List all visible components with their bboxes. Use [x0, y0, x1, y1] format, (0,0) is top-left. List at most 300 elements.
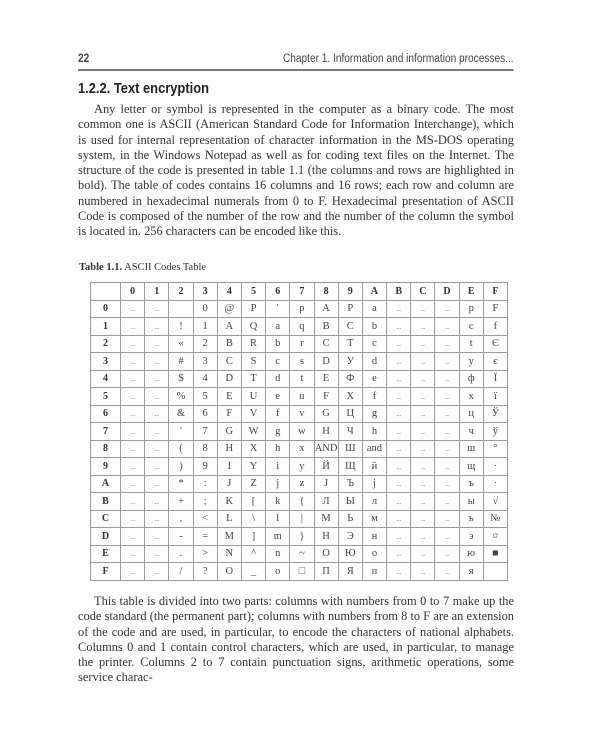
code-cell: u	[290, 388, 314, 406]
code-cell: Щ	[338, 458, 362, 476]
code-cell: «	[169, 335, 193, 353]
code-cell: '	[266, 300, 290, 318]
code-cell: F	[483, 300, 507, 318]
code-cell: !	[169, 318, 193, 336]
row-header-cell: 7	[91, 423, 121, 441]
intro-text: Any letter or symbol is represented in the computer as a binary code. The most common one is ASCII (American Standard Code for Information Interchange), which is used for internal representation of character information in the MS-DOS operating system, in the Windows Notepad as well as for coding text files on the Internet. The structure of the code is presented in table 1.1 (the columns and rows are highlighted in bold). The table of codes contains 16 columns and 16 rows; each row and column are numbered in hexadecimal numerals from 0 to F. Hexadecimal presentation of ASCII Code is composed of the number of the row and the number of the column the symbol is located in. 256 characters can be encoded like this.	[78, 102, 514, 239]
code-cell: ...	[411, 335, 435, 353]
code-cell: a	[266, 318, 290, 336]
code-cell: S	[241, 353, 265, 371]
code-cell: ...	[435, 388, 459, 406]
code-cell: ...	[435, 423, 459, 441]
code-cell: ...	[121, 353, 145, 371]
code-cell: a	[362, 300, 386, 318]
code-cell: Ў	[483, 405, 507, 423]
column-header-cell: 8	[314, 283, 338, 301]
code-cell: щ	[459, 458, 483, 476]
code-cell: +	[169, 493, 193, 511]
code-cell: )	[169, 458, 193, 476]
column-header-cell: 3	[193, 283, 217, 301]
code-cell: □	[290, 563, 314, 581]
column-header-cell: A	[362, 283, 386, 301]
ascii-codes-table	[90, 282, 508, 581]
code-cell: C	[217, 353, 241, 371]
code-cell: Й	[314, 458, 338, 476]
code-cell: ...	[145, 370, 169, 388]
code-cell: ...	[387, 353, 411, 371]
table-row	[91, 493, 508, 511]
code-cell: Э	[338, 528, 362, 546]
code-cell: {	[290, 493, 314, 511]
code-cell: ...	[387, 475, 411, 493]
code-cell: ...	[121, 493, 145, 511]
code-cell: ...	[145, 510, 169, 528]
code-cell: Ф	[338, 370, 362, 388]
code-cell: p	[290, 300, 314, 318]
code-cell: 0	[193, 300, 217, 318]
code-cell: K	[217, 493, 241, 511]
table-row	[91, 440, 508, 458]
code-cell: z	[290, 475, 314, 493]
code-cell: ...	[121, 458, 145, 476]
table-row	[91, 563, 508, 581]
code-cell: C	[338, 318, 362, 336]
code-cell: l	[266, 510, 290, 528]
code-cell: H	[217, 440, 241, 458]
code-cell: ...	[411, 493, 435, 511]
table-caption-text: ASCII Codes Table	[122, 262, 207, 273]
code-cell: я	[459, 563, 483, 581]
row-header-cell: 8	[91, 440, 121, 458]
code-cell: X	[338, 388, 362, 406]
code-cell: ...	[435, 563, 459, 581]
code-cell: M	[314, 510, 338, 528]
code-cell: ...	[411, 300, 435, 318]
code-cell: ...	[145, 458, 169, 476]
code-cell: o	[266, 563, 290, 581]
row-header-cell: 0	[91, 300, 121, 318]
intro-paragraph	[78, 102, 514, 240]
code-cell: i	[266, 458, 290, 476]
code-cell: ...	[145, 353, 169, 371]
code-cell: ї	[483, 388, 507, 406]
code-cell: ...	[121, 370, 145, 388]
code-cell: ]	[241, 528, 265, 546]
code-cell: x	[459, 388, 483, 406]
code-cell: ·	[483, 458, 507, 476]
row-header-cell: 2	[91, 335, 121, 353]
code-cell: ...	[435, 458, 459, 476]
code-cell: J	[314, 475, 338, 493]
code-cell: $	[169, 370, 193, 388]
code-cell: D	[314, 353, 338, 371]
table-row	[91, 388, 508, 406]
code-cell: O	[314, 545, 338, 563]
code-cell: 1	[193, 318, 217, 336]
code-cell: ...	[411, 563, 435, 581]
row-header-cell: 6	[91, 405, 121, 423]
code-cell: g	[266, 423, 290, 441]
code-cell: m	[266, 528, 290, 546]
code-cell: .	[169, 545, 193, 563]
code-cell: ...	[387, 440, 411, 458]
code-cell: ...	[435, 318, 459, 336]
code-cell: d	[266, 370, 290, 388]
code-cell: ...	[145, 300, 169, 318]
code-cell: ...	[435, 300, 459, 318]
code-cell: Я	[338, 563, 362, 581]
code-cell: q	[290, 318, 314, 336]
code-cell: л	[362, 493, 386, 511]
code-cell: h	[362, 423, 386, 441]
code-cell: V	[241, 405, 265, 423]
code-cell: ...	[121, 335, 145, 353]
column-header-cell: 7	[290, 283, 314, 301]
code-cell: ъ	[459, 475, 483, 493]
code-cell: ...	[411, 510, 435, 528]
code-cell: ...	[121, 300, 145, 318]
code-cell: J	[217, 475, 241, 493]
code-cell: I	[217, 458, 241, 476]
code-cell: t	[459, 335, 483, 353]
code-cell: √	[483, 493, 507, 511]
code-cell: ...	[121, 510, 145, 528]
code-cell: F	[314, 388, 338, 406]
code-cell: ю	[459, 545, 483, 563]
code-cell: ...	[387, 318, 411, 336]
code-cell: Ч	[338, 423, 362, 441]
chapter-title: Chapter 1. Information and information processes...	[282, 53, 514, 65]
code-cell: P	[241, 300, 265, 318]
code-cell: ...	[435, 545, 459, 563]
column-header-cell: 1	[145, 283, 169, 301]
code-cell: ы	[459, 493, 483, 511]
code-cell: ...	[387, 335, 411, 353]
code-cell: ...	[145, 335, 169, 353]
code-cell: /	[169, 563, 193, 581]
code-cell: <	[193, 510, 217, 528]
code-cell: ...	[387, 545, 411, 563]
code-cell: ...	[387, 493, 411, 511]
column-header-cell: 4	[217, 283, 241, 301]
code-cell: ...	[145, 545, 169, 563]
table-row	[91, 528, 508, 546]
row-header-cell: 4	[91, 370, 121, 388]
code-cell: є	[483, 353, 507, 371]
table-row	[91, 318, 508, 336]
code-cell: ...	[387, 458, 411, 476]
code-cell: Q	[241, 318, 265, 336]
code-cell: ...	[121, 440, 145, 458]
table-row	[91, 545, 508, 563]
row-header-cell: 1	[91, 318, 121, 336]
code-cell: L	[217, 510, 241, 528]
code-cell: n	[266, 545, 290, 563]
column-header-cell: E	[459, 283, 483, 301]
row-header-cell: D	[91, 528, 121, 546]
code-cell: r	[290, 335, 314, 353]
code-cell: н	[362, 528, 386, 546]
code-cell: N	[217, 545, 241, 563]
code-cell: 3	[193, 353, 217, 371]
code-cell: ...	[121, 475, 145, 493]
code-cell: ...	[145, 423, 169, 441]
code-cell: =	[193, 528, 217, 546]
code-cell: ...	[411, 423, 435, 441]
code-cell: ...	[145, 440, 169, 458]
code-cell: H	[314, 423, 338, 441]
code-cell: R	[241, 335, 265, 353]
column-header-cell: C	[411, 283, 435, 301]
code-cell: ...	[411, 405, 435, 423]
code-cell: :	[193, 475, 217, 493]
code-cell: ...	[387, 388, 411, 406]
code-cell: ...	[121, 545, 145, 563]
code-cell: ;	[193, 493, 217, 511]
column-header-cell: B	[387, 283, 411, 301]
code-cell: A	[314, 300, 338, 318]
code-cell: Ь	[338, 510, 362, 528]
code-cell: W	[241, 423, 265, 441]
code-cell: ...	[121, 388, 145, 406]
code-cell: c	[459, 318, 483, 336]
code-cell: o	[362, 545, 386, 563]
code-cell: ...	[435, 475, 459, 493]
code-cell: ф	[459, 370, 483, 388]
code-cell: ...	[435, 528, 459, 546]
code-cell: >	[193, 545, 217, 563]
code-cell: %	[169, 388, 193, 406]
code-cell: Є	[483, 335, 507, 353]
section-title: 1.2.2. Text encryption	[78, 80, 209, 97]
code-cell: °	[483, 440, 507, 458]
code-cell: 2	[193, 335, 217, 353]
code-cell: ...	[411, 475, 435, 493]
code-cell: ...	[145, 528, 169, 546]
table-row	[91, 458, 508, 476]
code-cell: 7	[193, 423, 217, 441]
code-cell: ...	[387, 405, 411, 423]
after-table-text: This table is divided into two parts: columns with numbers from 0 to 7 make up the code standard (the permanent part); columns with numbers from 8 to F are an extension of the code and are used, in particular, to encode the characters of national alphabets. Columns 0 and 1 contain control characters, which are used, in particular, to manage the printer. Columns 2 to 7 contain punctuation signs, arithmetic operations, some service charac-	[78, 594, 514, 685]
code-cell: ...	[411, 388, 435, 406]
code-cell: ...	[435, 440, 459, 458]
code-cell: e	[362, 370, 386, 388]
code-cell: 5	[193, 388, 217, 406]
code-cell: j	[362, 475, 386, 493]
code-cell: 8	[193, 440, 217, 458]
code-cell: G	[314, 405, 338, 423]
code-cell: AND	[314, 440, 338, 458]
row-header-cell: C	[91, 510, 121, 528]
code-cell: ,	[169, 510, 193, 528]
row-header-cell: F	[91, 563, 121, 581]
table-row	[91, 405, 508, 423]
code-cell: 6	[193, 405, 217, 423]
code-cell: Ъ	[338, 475, 362, 493]
code-cell: w	[290, 423, 314, 441]
code-cell: ...	[411, 318, 435, 336]
code-cell: ...	[411, 528, 435, 546]
code-cell: 4	[193, 370, 217, 388]
code-cell: _	[241, 563, 265, 581]
code-cell: b	[362, 318, 386, 336]
code-cell: ...	[145, 563, 169, 581]
code-cell: f	[362, 388, 386, 406]
code-cell: A	[217, 318, 241, 336]
code-cell: 9	[193, 458, 217, 476]
row-header-cell: 3	[91, 353, 121, 371]
code-cell: Ї	[483, 370, 507, 388]
page-number: 22	[78, 53, 90, 65]
code-cell: ў	[483, 423, 507, 441]
code-cell: ч	[459, 423, 483, 441]
code-cell: ...	[145, 405, 169, 423]
row-header-cell: E	[91, 545, 121, 563]
code-cell: ...	[121, 423, 145, 441]
code-cell: ц	[459, 405, 483, 423]
code-cell: ...	[121, 563, 145, 581]
code-cell: ...	[411, 440, 435, 458]
code-cell: У	[338, 353, 362, 371]
code-cell: ¤	[483, 528, 507, 546]
code-cell: п	[362, 563, 386, 581]
code-cell: p	[459, 300, 483, 318]
code-cell: ...	[387, 370, 411, 388]
code-cell: #	[169, 353, 193, 371]
table-row	[91, 353, 508, 371]
code-cell: e	[266, 388, 290, 406]
code-cell: }	[290, 528, 314, 546]
code-cell: Ц	[338, 405, 362, 423]
code-cell: E	[217, 388, 241, 406]
code-cell: ...	[387, 528, 411, 546]
code-cell: H	[314, 528, 338, 546]
code-cell	[169, 300, 193, 318]
code-cell: s	[290, 353, 314, 371]
code-cell: (	[169, 440, 193, 458]
code-cell: ...	[411, 370, 435, 388]
code-cell: ь	[459, 510, 483, 528]
code-cell: M	[217, 528, 241, 546]
row-header-cell: B	[91, 493, 121, 511]
table-row	[91, 300, 508, 318]
code-cell: x	[290, 440, 314, 458]
code-cell: f	[266, 405, 290, 423]
code-cell: ...	[387, 563, 411, 581]
code-cell: ?	[193, 563, 217, 581]
code-cell: ...	[435, 335, 459, 353]
code-cell: ...	[411, 545, 435, 563]
code-cell: k	[266, 493, 290, 511]
column-header-cell: D	[435, 283, 459, 301]
code-cell: ...	[387, 300, 411, 318]
code-cell: |	[290, 510, 314, 528]
corner-header-cell	[91, 283, 121, 301]
row-header-cell: A	[91, 475, 121, 493]
code-cell: ...	[411, 353, 435, 371]
code-cell: ~	[290, 545, 314, 563]
code-cell: \	[241, 510, 265, 528]
column-header-cell: 5	[241, 283, 265, 301]
code-cell: E	[314, 370, 338, 388]
code-cell: ...	[121, 405, 145, 423]
code-cell: ...	[435, 493, 459, 511]
code-cell: y	[459, 353, 483, 371]
code-cell: ш	[459, 440, 483, 458]
code-cell: t	[290, 370, 314, 388]
code-cell: м	[362, 510, 386, 528]
code-cell: &	[169, 405, 193, 423]
code-cell: ...	[411, 458, 435, 476]
code-cell: ...	[435, 405, 459, 423]
table-header-row	[91, 283, 508, 301]
code-cell: -	[169, 528, 193, 546]
code-cell: g	[362, 405, 386, 423]
table-caption-label: Table 1.1.	[79, 262, 123, 273]
table-row	[91, 475, 508, 493]
code-cell: Ю	[338, 545, 362, 563]
code-cell: Y	[241, 458, 265, 476]
code-cell: C	[314, 335, 338, 353]
code-cell: B	[314, 318, 338, 336]
code-cell: T	[338, 335, 362, 353]
code-cell: ^	[241, 545, 265, 563]
column-header-cell: 9	[338, 283, 362, 301]
code-cell: ...	[387, 510, 411, 528]
table-row	[91, 510, 508, 528]
code-cell: ...	[145, 318, 169, 336]
code-cell: c	[266, 353, 290, 371]
code-cell: G	[217, 423, 241, 441]
code-cell: э	[459, 528, 483, 546]
column-header-cell: 6	[266, 283, 290, 301]
table-body	[91, 300, 508, 580]
code-cell: h	[266, 440, 290, 458]
code-cell: and	[362, 440, 386, 458]
code-cell: ...	[435, 510, 459, 528]
code-cell: ...	[145, 475, 169, 493]
code-cell: ...	[121, 318, 145, 336]
code-cell: T	[241, 370, 265, 388]
column-header-cell: 0	[121, 283, 145, 301]
code-cell: P	[338, 300, 362, 318]
table-row	[91, 370, 508, 388]
table-caption	[79, 262, 206, 273]
code-cell: X	[241, 440, 265, 458]
code-cell: f	[483, 318, 507, 336]
code-cell: ...	[435, 353, 459, 371]
code-cell: @	[217, 300, 241, 318]
code-cell: F	[217, 405, 241, 423]
code-cell: b	[266, 335, 290, 353]
code-cell: Ы	[338, 493, 362, 511]
code-cell	[483, 563, 507, 581]
code-cell: й	[362, 458, 386, 476]
code-cell: ...	[435, 370, 459, 388]
row-header-cell: 9	[91, 458, 121, 476]
code-cell: B	[217, 335, 241, 353]
code-cell: ...	[387, 423, 411, 441]
table-row	[91, 423, 508, 441]
code-cell: U	[241, 388, 265, 406]
code-cell: ·	[483, 475, 507, 493]
code-cell: №	[483, 510, 507, 528]
code-cell: [	[241, 493, 265, 511]
code-cell: П	[314, 563, 338, 581]
running-head	[78, 53, 514, 71]
code-cell: ...	[145, 388, 169, 406]
code-cell: '	[169, 423, 193, 441]
